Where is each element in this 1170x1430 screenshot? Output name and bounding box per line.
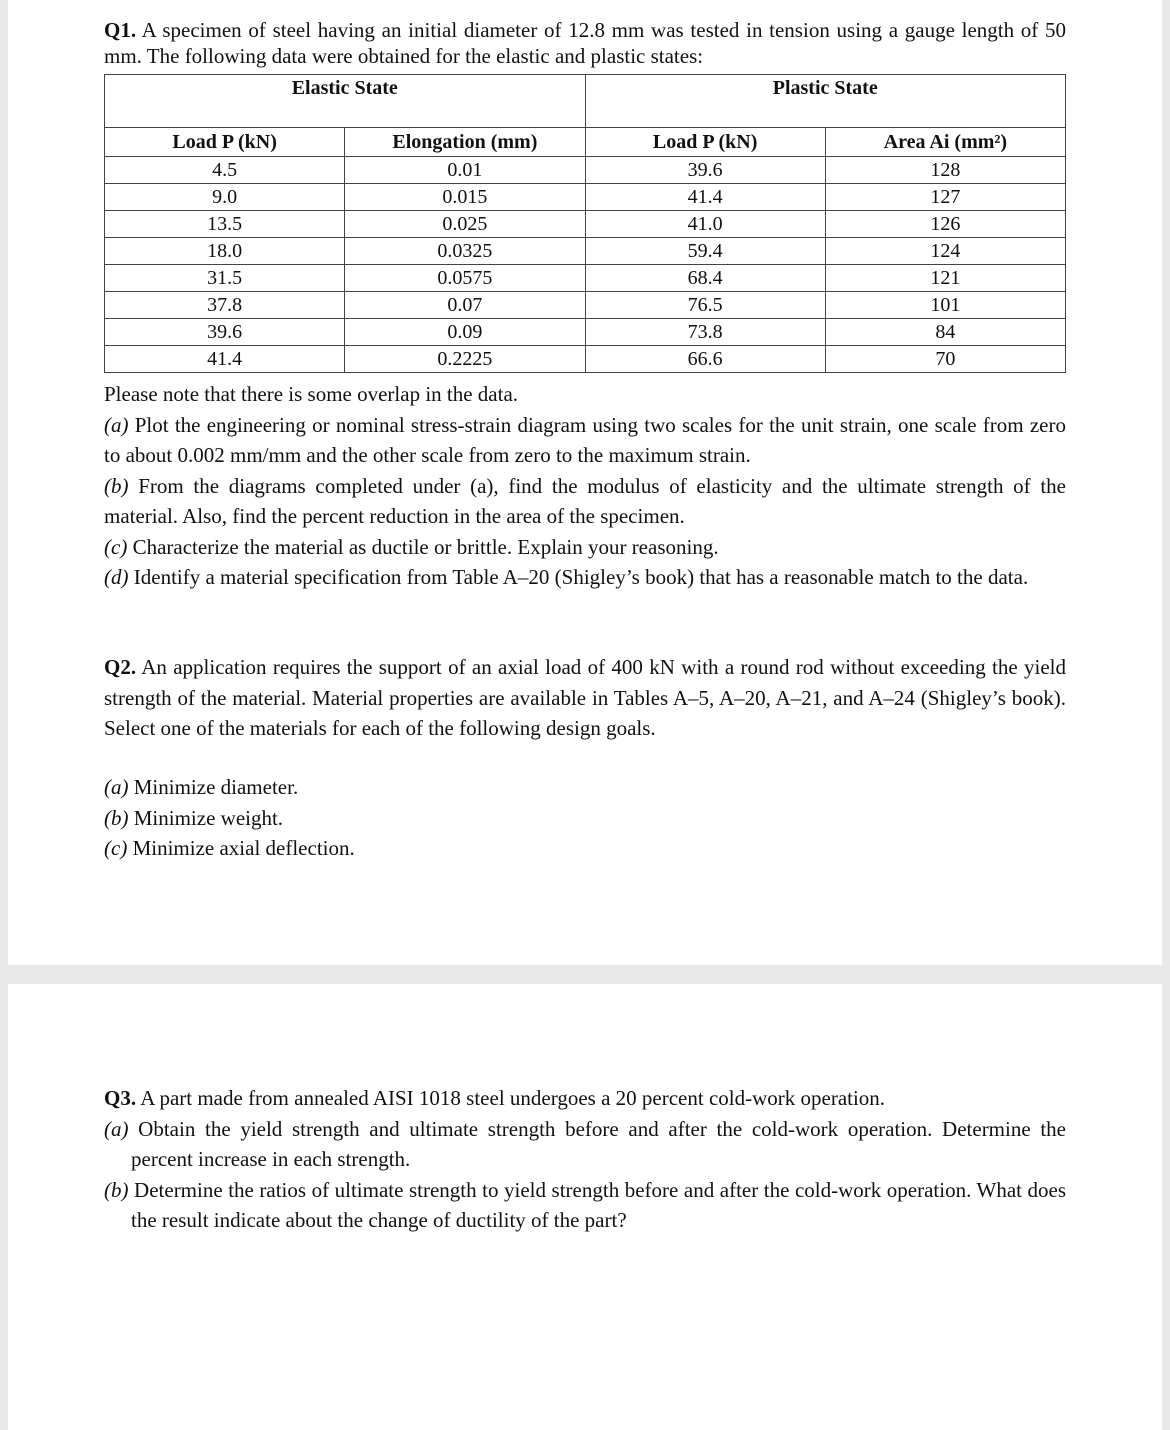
table-cell: 59.4 xyxy=(585,238,825,265)
table-cell: 121 xyxy=(825,265,1065,292)
q1-intro xyxy=(104,17,1066,69)
q2-intro xyxy=(104,652,1066,744)
part-label: (b) xyxy=(104,1177,129,1202)
table-cell: 68.4 xyxy=(585,265,825,292)
q2-intro-text: An application requires the support of an axial load of 400 kN with a round rod without exceeding the yield strength of the material. Material properties are available in Tables A–5, A–20, A–21, and A–24 (Shigley’s book). Select one of the materials for each of the following design goals. xyxy=(104,655,1066,740)
q1-note: Please note that there is some overlap in the data. xyxy=(104,382,519,406)
table-cell: 18.0 xyxy=(105,238,345,265)
plastic-state-header: Plastic State xyxy=(585,75,1066,128)
q1-part-b xyxy=(104,471,1066,532)
q3-block xyxy=(104,1083,1066,1236)
col-header-elongation: Elongation (mm) xyxy=(345,128,585,157)
q1-label: Q1. xyxy=(104,18,137,42)
part-label: (c) xyxy=(104,534,128,559)
table-cell: 9.0 xyxy=(105,184,345,211)
part-text: Identify a material specification from Table A–20 (Shigley’s book) that has a reasonable match to the data. xyxy=(133,565,1029,589)
table-row xyxy=(105,319,1066,346)
part-label: (d) xyxy=(104,565,129,589)
q1-intro-text: A specimen of steel having an initial diameter of 12.8 mm was tested in tension using a gauge length of 50 mm. The following data were obtained for the elastic and plastic states: xyxy=(104,18,1067,68)
page-two xyxy=(8,984,1162,1430)
table-cell: 128 xyxy=(825,157,1065,184)
table-row xyxy=(105,238,1066,265)
table-row xyxy=(105,346,1066,373)
table-cell: 0.01 xyxy=(345,157,585,184)
table-cell: 126 xyxy=(825,211,1065,238)
part-label: (b) xyxy=(104,805,129,830)
table-cell: 127 xyxy=(825,184,1065,211)
table-cell: 73.8 xyxy=(585,319,825,346)
table-cell: 0.2225 xyxy=(345,346,585,373)
table-cell: 13.5 xyxy=(105,211,345,238)
part-text: Obtain the yield strength and ultimate strength before and after the cold-work operation. Determine the percent increase in each strength. xyxy=(131,1116,1067,1171)
part-text: Minimize diameter. xyxy=(133,775,299,799)
part-text: Determine the ratios of ultimate strength to yield strength before and after the cold-work operation. What does the result indicate about the change of ductility of the part? xyxy=(131,1177,1066,1232)
table-cell: 101 xyxy=(825,292,1065,319)
table-row xyxy=(105,292,1066,319)
q1-part-a xyxy=(104,410,1066,471)
table-cell: 41.4 xyxy=(585,184,825,211)
q2-part-a xyxy=(104,772,1066,803)
table-cell: 41.0 xyxy=(585,211,825,238)
q2-part-c xyxy=(104,833,1066,864)
table-cell: 84 xyxy=(825,319,1065,346)
table-cell: 0.07 xyxy=(345,292,585,319)
q2-label: Q2. xyxy=(104,655,137,679)
table-cell: 39.6 xyxy=(105,319,345,346)
table-cell: 0.015 xyxy=(345,184,585,211)
table-cell: 66.6 xyxy=(585,346,825,373)
q3-intro-text: A part made from annealed AISI 1018 steel undergoes a 20 percent cold-work operation. xyxy=(140,1086,886,1110)
part-text: Plot the engineering or nominal stress-strain diagram using two scales for the unit strain, one scale from zero to about 0.002 mm/mm and the other scale from zero to the maximum strain. xyxy=(104,412,1066,467)
elastic-state-header: Elastic State xyxy=(105,75,586,128)
table-cell: 41.4 xyxy=(105,346,345,373)
part-label: (b) xyxy=(104,473,129,498)
part-text: Minimize axial deflection. xyxy=(132,836,355,860)
part-text: Minimize weight. xyxy=(133,805,284,830)
table-row xyxy=(105,157,1066,184)
q1-data-table xyxy=(104,74,1066,373)
q3-part-a xyxy=(104,1114,1066,1175)
table-cell: 124 xyxy=(825,238,1065,265)
part-text: Characterize the material as ductile or brittle. Explain your reasoning. xyxy=(132,534,719,559)
table-cell: 31.5 xyxy=(105,265,345,292)
table-row xyxy=(105,265,1066,292)
q3-label: Q3. xyxy=(104,1086,137,1110)
q2-parts xyxy=(104,772,1066,864)
table-cell: 0.025 xyxy=(345,211,585,238)
part-label: (a) xyxy=(104,775,129,799)
q1-part-c xyxy=(104,532,1066,563)
table-cell: 0.0575 xyxy=(345,265,585,292)
table-cell: 0.0325 xyxy=(345,238,585,265)
q3-intro xyxy=(104,1083,1066,1114)
table-cell: 70 xyxy=(825,346,1065,373)
col-header-load-elastic: Load P (kN) xyxy=(105,128,345,157)
table-row xyxy=(105,184,1066,211)
table-cell: 76.5 xyxy=(585,292,825,319)
table-cell: 0.09 xyxy=(345,319,585,346)
col-header-load-plastic: Load P (kN) xyxy=(585,128,825,157)
part-text: From the diagrams completed under (a), find the modulus of elasticity and the ultimate strength of the material. Also, find the percent reduction in the area of the specimen. xyxy=(104,473,1066,528)
table-cell: 37.8 xyxy=(105,292,345,319)
table-cell: 4.5 xyxy=(105,157,345,184)
q1-part-d xyxy=(104,562,1066,593)
part-label: (a) xyxy=(104,412,129,437)
part-label: (a) xyxy=(104,1116,129,1141)
q1-questions xyxy=(104,379,1066,593)
table-cell: 39.6 xyxy=(585,157,825,184)
q2-part-b xyxy=(104,803,1066,834)
table-row xyxy=(105,211,1066,238)
page-one xyxy=(8,0,1162,965)
q3-part-b xyxy=(104,1175,1066,1236)
col-header-area: Area Ai (mm²) xyxy=(825,128,1065,157)
part-label: (c) xyxy=(104,836,128,860)
